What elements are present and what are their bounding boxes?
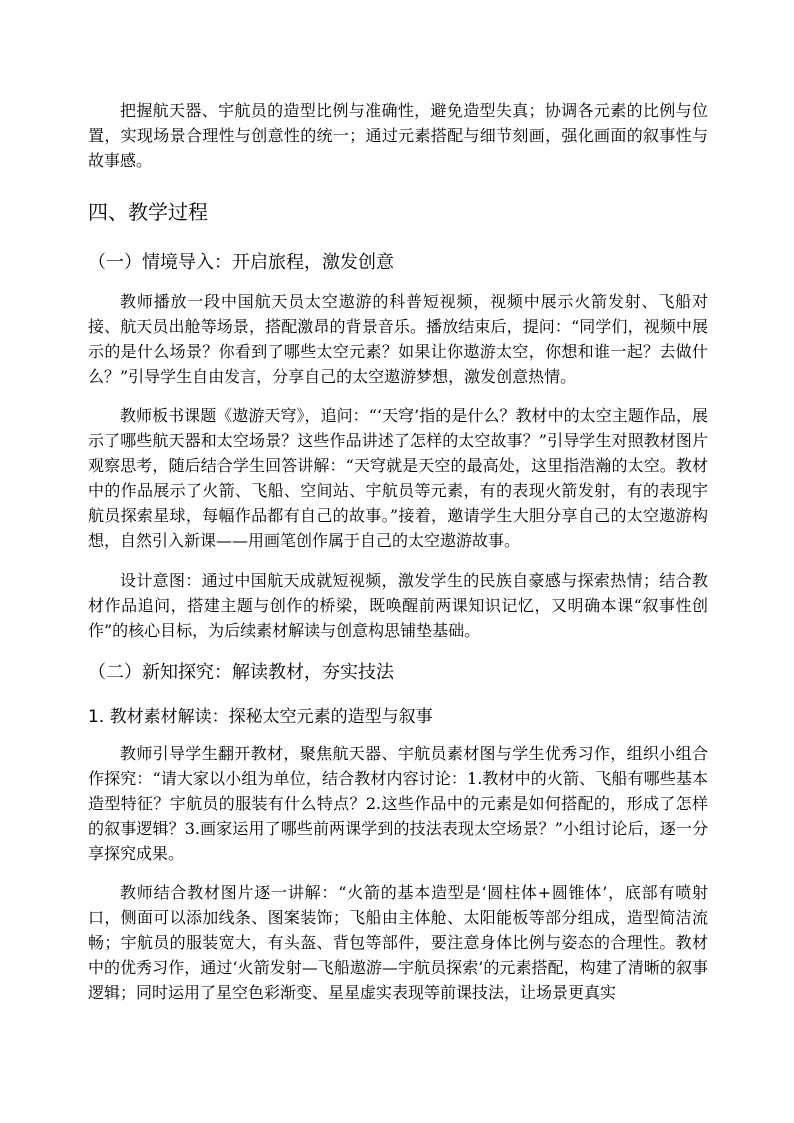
paragraph-group-exploration: 教师引导学生翻开教材，聚焦航天器、宇航员素材图与学生优秀习作，组织小组合作探究：“请大家以小组为单位，结合教材内容讨论：1.教材中的火箭、飞船有哪些基本造型特征？宇航员的服装有什么特点？2.这些作品中的元素是如何搭配的，形成了怎样的叙事逻辑？3.画家运用了哪些前两课学到的技法表现太空场景？”小组讨论后，逐一分享探究成果。	[88, 744, 708, 863]
section-heading-teaching-process: 四、教学过程	[88, 200, 208, 224]
subsection-heading-new-knowledge: （二）新知探究：解读教材，夯实技法	[88, 662, 394, 683]
paragraph-video-intro: 教师播放一段中国航天员太空遨游的科普短视频，视频中展示火箭发射、飞船对接、航天员出舱等场景，搭配激昂的背景音乐。播放结束后，提问：“同学们，视频中展示的是什么场景？你看到了哪些太空元素？如果让你遨游太空，你想和谁一起？去做什么？”引导学生自由发言，分享自己的太空遨游梦想，激发创意热情。	[88, 292, 708, 386]
subsection-heading-situation-intro: （一）情境导入：开启旅程，激发创意	[88, 252, 394, 273]
paragraph-title-question: 教师板书课题《遨游天穹》，追问：“‘天穹’指的是什么？教材中的太空主题作品，展示了哪些航天器和太空场景？这些作品讲述了怎样的太空故事？”引导学生对照教材图片观察思考，随后结合学生回答讲解：“天穹就是天空的最高处，这里指浩瀚的太空。教材中的作品展示了火箭、飞船、空间站、宇航员等元素，有的表现火箭发射，有的表现宇航员探索星球，每幅作品都有自己的故事。”接着，邀请学生大胆分享自己的太空遨游构想，自然引入新课——用画笔创作属于自己的太空遨游故事。	[88, 406, 708, 550]
paragraph-objectives-continued: 把握航天器、宇航员的造型比例与准确性，避免造型失真；协调各元素的比例与位置，实现场景合理性与创意性的统一；通过元素搭配与细节刻画，强化画面的叙事性与故事感。	[88, 101, 708, 170]
subsubsection-heading-material-reading: 1. 教材素材解读：探秘太空元素的造型与叙事	[88, 707, 433, 727]
paragraph-design-intent: 设计意图：通过中国航天成就短视频，激发学生的民族自豪感与探索热情；结合教材作品追问，搭建主题与创作的桥梁，既唤醒前两课知识记忆，又明确本课“叙事性创作”的核心目标，为后续素材解读与创意构思铺垫基础。	[88, 571, 708, 640]
paragraph-teacher-explanation: 教师结合教材图片逐一讲解：“火箭的基本造型是‘圆柱体+圆锥体’，底部有喷射口，侧面可以添加线条、图案装饰；飞船由主体舱、太阳能板等部分组成，造型简洁流畅；宇航员的服装宽大，有头盔、背包等部件，要注意身体比例与姿态的合理性。教材中的优秀习作，通过‘火箭发射—飞船遨游—宇航员探索’的元素搭配，构建了清晰的叙事逻辑；同时运用了星空色彩渐变、星星虚实表现等前课技法，让场景更真实	[88, 883, 708, 1002]
